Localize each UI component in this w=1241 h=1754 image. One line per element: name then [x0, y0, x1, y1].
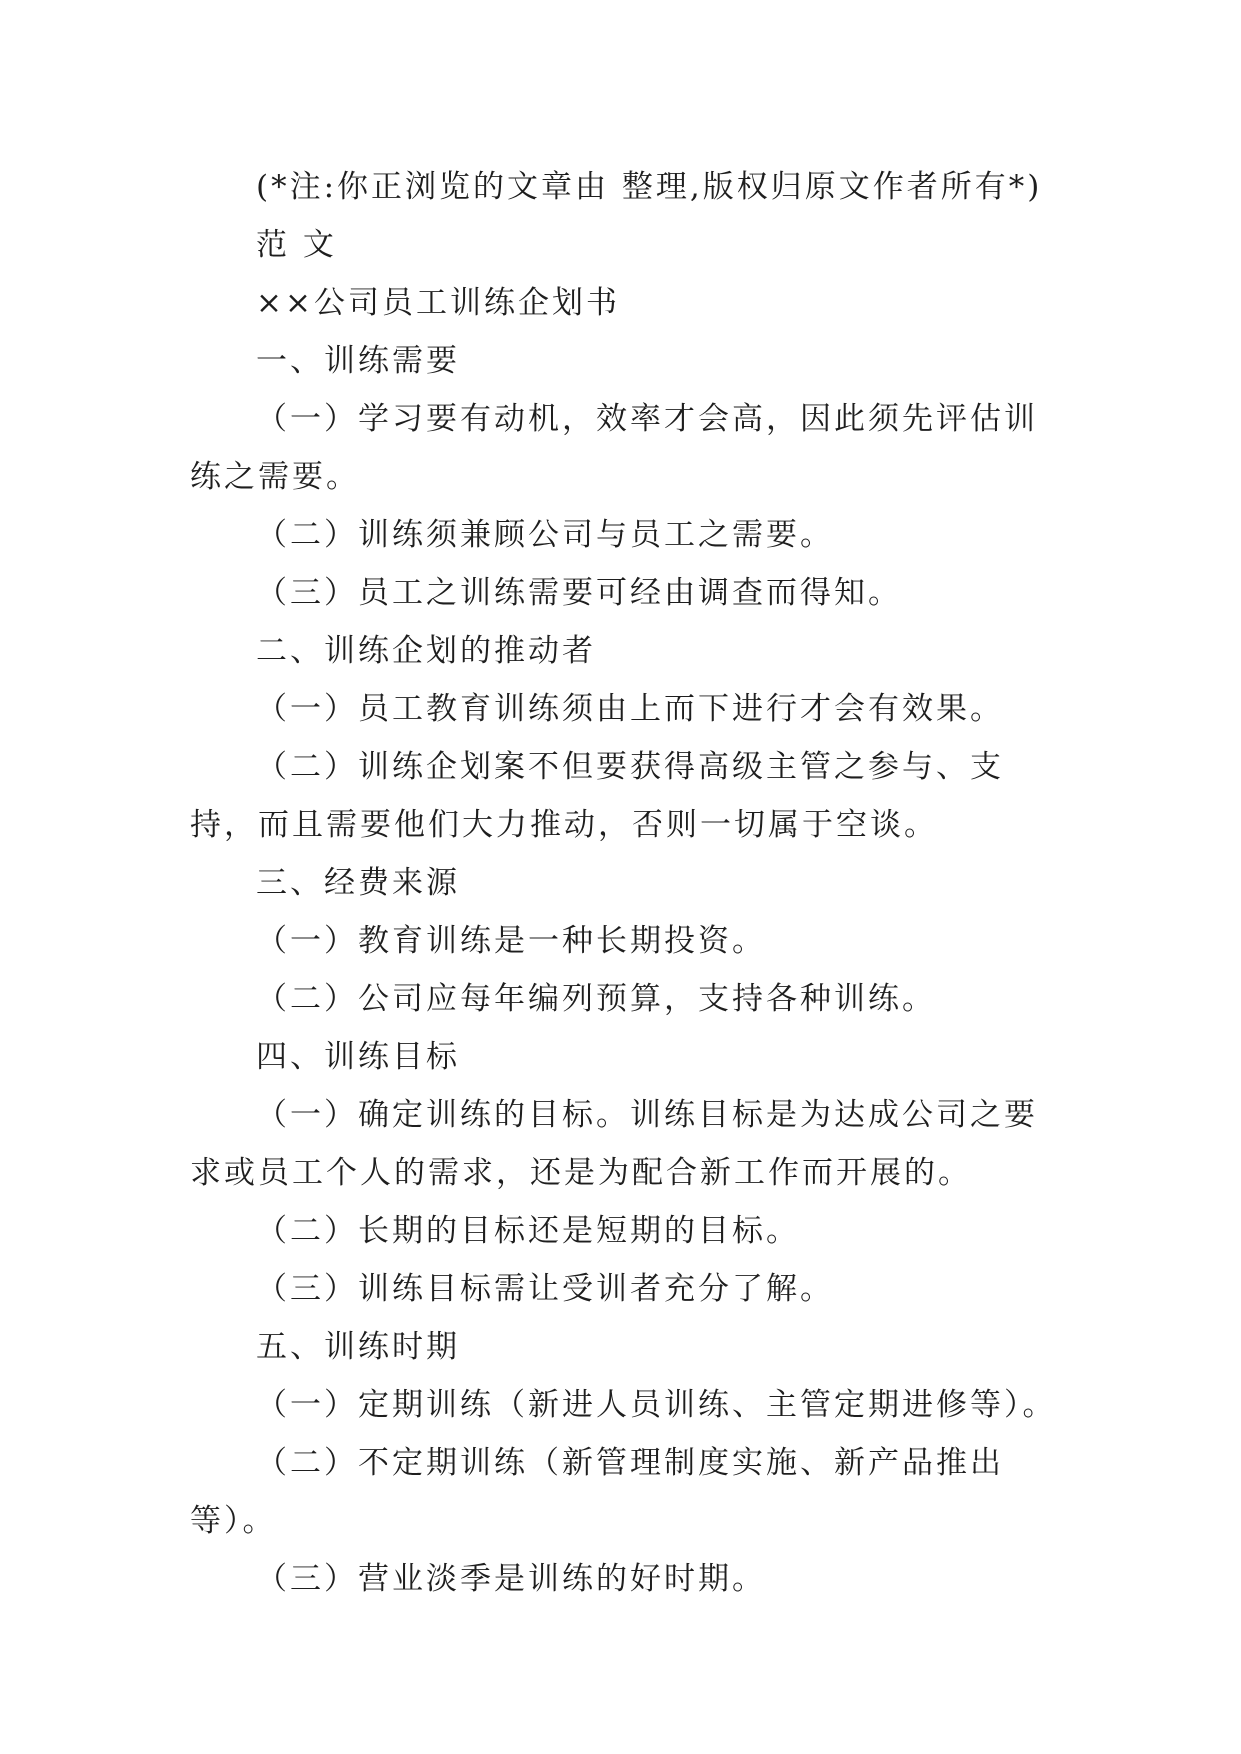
paragraph: （三）营业淡季是训练的好时期。	[256, 1561, 766, 1597]
section-heading: 二、训练企划的推动者	[256, 633, 596, 669]
sample-label: 范 文	[256, 227, 337, 263]
section-heading: 一、训练需要	[256, 343, 460, 379]
copyright-note: (*注:你正浏览的文章由 整理,版权归原文作者所有*)	[256, 169, 1043, 205]
paragraph: （一）教育训练是一种长期投资。	[256, 923, 766, 959]
paragraph: （一）定期训练（新进人员训练、主管定期进修等）。	[256, 1387, 1057, 1423]
paragraph: （一）学习要有动机，效率才会高，因此须先评估训练之需要。	[190, 401, 1038, 495]
paragraph: （二）训练须兼顾公司与员工之需要。	[256, 517, 834, 553]
paragraph: （一）员工教育训练须由上而下进行才会有效果。	[256, 691, 1004, 727]
document-body	[190, 158, 1070, 1608]
section-heading: 四、训练目标	[256, 1039, 460, 1075]
paragraph: （二）公司应每年编列预算，支持各种训练。	[256, 981, 936, 1017]
paragraph: （三）员工之训练需要可经由调查而得知。	[256, 575, 902, 611]
section-heading: 三、经费来源	[256, 865, 460, 901]
document-title: ××公司员工训练企划书	[256, 285, 620, 321]
paragraph: （二）不定期训练（新管理制度实施、新产品推出等）。	[190, 1445, 1004, 1539]
paragraph: （二）长期的目标还是短期的目标。	[256, 1213, 800, 1249]
paragraph: （三）训练目标需让受训者充分了解。	[256, 1271, 834, 1307]
paragraph: （二）训练企划案不但要获得高级主管之参与、支持，而且需要他们大力推动，否则一切属于空谈。	[190, 749, 1004, 843]
section-heading: 五、训练时期	[256, 1329, 460, 1365]
paragraph: （一）确定训练的目标。训练目标是为达成公司之要求或员工个人的需求，还是为配合新工作而开展的。	[190, 1097, 1038, 1191]
